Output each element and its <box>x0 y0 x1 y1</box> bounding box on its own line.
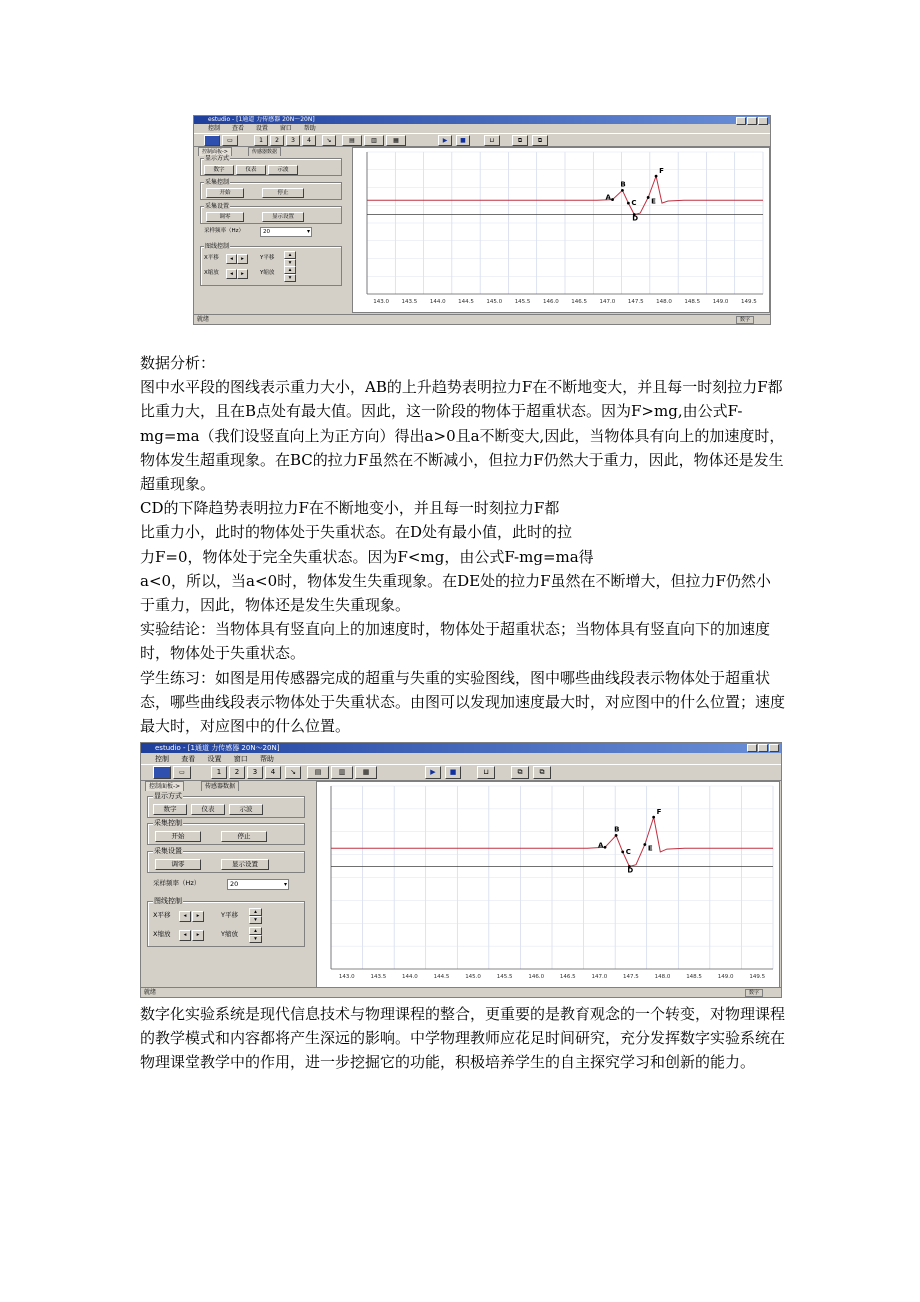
status-bar <box>194 314 770 324</box>
curve-point-e <box>643 843 646 846</box>
curve-point-b <box>621 189 624 192</box>
window-title: estudio - [1通道 力传感器 20N～20N] <box>208 116 315 123</box>
sensor-software-window-1 <box>193 115 771 325</box>
x-tick-label: 143.5 <box>401 299 418 305</box>
x-tick-label: 146.5 <box>559 974 576 980</box>
status-mode: 数字 <box>736 316 754 324</box>
monitor-icon[interactable]: ▭ <box>222 135 238 146</box>
close-button[interactable] <box>769 744 779 752</box>
y-shift-label: Y平移 <box>221 911 238 919</box>
x-tick-label: 148.0 <box>654 974 671 980</box>
window-title: estudio - [1通道 力传感器 20N～20N] <box>155 744 280 752</box>
y-shift-down-button[interactable]: ▾ <box>284 259 296 267</box>
y-shift-up-button[interactable]: ▴ <box>284 251 296 259</box>
x-zoom-label: X缩放 <box>153 930 171 938</box>
curve-point-label-f: F <box>659 167 664 176</box>
x-zoom-right-button[interactable]: ▸ <box>192 930 204 941</box>
sample-rate-label: 采样频率（Hz） <box>204 228 245 234</box>
channel-4-button[interactable]: 4 <box>265 766 281 779</box>
x-tick-label: 145.0 <box>465 974 481 980</box>
acquisition-control-label: 采集控制 <box>205 179 230 186</box>
summary-text <box>140 1002 785 1075</box>
x-tick-label: 147.0 <box>591 974 608 980</box>
tab-control-panel[interactable]: 控制面板-> <box>145 781 184 791</box>
oscilloscope-button[interactable]: 示波 <box>268 165 298 175</box>
x-shift-right-button[interactable]: ▸ <box>237 254 248 264</box>
menu-settings[interactable]: 设置 <box>255 125 268 132</box>
channel-1-button[interactable]: 1 <box>211 766 227 779</box>
x-tick-label: 144.0 <box>402 974 418 980</box>
x-zoom-left-button[interactable]: ◂ <box>179 930 191 941</box>
analysis-paragraph-weightless: a<0，所以，当a<0时，物体发生失重现象。在DE处的拉力F虽然在不断增大，但拉力F仍然小于重力，因此，物体还是发生失重现象。 <box>140 571 771 615</box>
acquisition-control-label: 采集控制 <box>154 819 182 827</box>
channel-3-button[interactable]: 3 <box>247 766 263 779</box>
analysis-line-d: 比重力小，此时的物体处于失重状态。在D处有最小值，此时的拉 <box>140 523 573 542</box>
save-icon[interactable] <box>153 766 171 779</box>
menu-bar <box>141 754 781 764</box>
stop-icon[interactable]: ■ <box>445 766 461 779</box>
analysis-heading: 数据分析： <box>140 354 216 372</box>
y-zoom-down-button[interactable]: ▾ <box>284 274 296 282</box>
maximize-button[interactable] <box>758 744 768 752</box>
channel-2-button[interactable]: 2 <box>270 135 284 146</box>
digital-button[interactable]: 数字 <box>204 165 234 175</box>
curve-point-label-d: D <box>627 866 634 875</box>
force-time-plot[interactable] <box>316 781 780 988</box>
analysis-paragraph-overweight: 图中水平段的图线表示重力大小，AB的上升趋势表明拉力F在不断地变大，并且每一时刻拉力F都比重力大，且在B点处有最大值。因此，这一阶段的物体于超重状态。因为F>mg,由公式F-mg=ma（我们设竖直向上为正方向）得出a>0且a不断变大,因此，当物体具有向上的加速度时，物体发生超重现象。在BC的拉力F虽然在不断减小，但拉力F仍然大于重力，因此，物体还是发生超重现象。 <box>140 378 785 494</box>
menu-view[interactable]: 查看 <box>181 755 196 763</box>
x-tick-label: 147.0 <box>599 299 616 305</box>
display-settings-button[interactable]: 显示设置 <box>221 859 269 870</box>
y-zoom-up-button[interactable]: ▴ <box>249 927 262 935</box>
summary-paragraph: 数字化实验系统是现代信息技术与物理课程的整合，更重要的是教育观念的一个转变，对物理课程的教学模式和内容都将产生深远的影响。中学物理教师应花足时间研究，充分发挥数字实验系统在物理课堂教学中的作用，进一步挖掘它的功能，积极培养学生的自主探究学习和创新的能力。 <box>140 1005 786 1072</box>
split-icon[interactable]: ▥ <box>331 766 353 779</box>
split-icon[interactable]: ▥ <box>364 135 384 146</box>
y-shift-down-button[interactable]: ▾ <box>249 916 262 924</box>
x-tick-label: 143.0 <box>373 299 390 305</box>
curve-control-group <box>200 246 342 286</box>
close-button[interactable] <box>758 117 768 125</box>
stop-icon[interactable]: ■ <box>456 135 470 146</box>
exercise-paragraph: 学生练习：如图是用传感器完成的超重与失重的实验图线，图中哪些曲线段表示物体处于超重状态，哪些曲线段表示物体处于失重状态。由图可以发现加速度最大时，对应图中的什么位置；速度最大时，对应图中的什么位置。 <box>140 668 786 736</box>
x-tick-label: 144.0 <box>429 299 446 305</box>
control-panel <box>143 781 311 987</box>
y-shift-up-button[interactable]: ▴ <box>249 908 262 916</box>
x-shift-left-button[interactable]: ◂ <box>226 254 237 264</box>
curve-point-label-f: F <box>656 808 662 817</box>
start-button[interactable]: 开始 <box>206 188 244 198</box>
minimize-button[interactable] <box>736 117 746 125</box>
chart-icon[interactable]: ↘ <box>285 766 301 779</box>
toolbar <box>194 133 770 147</box>
menu-help[interactable]: 帮助 <box>303 125 316 132</box>
x-tick-label: 145.5 <box>496 974 513 980</box>
status-mode: 数字 <box>745 989 763 997</box>
play-icon[interactable]: ▶ <box>425 766 441 779</box>
paste-icon[interactable]: ⧉ <box>532 135 548 146</box>
copy-icon[interactable]: ⧉ <box>512 135 528 146</box>
x-tick-label: 145.0 <box>486 299 503 305</box>
x-zoom-right-button[interactable]: ▸ <box>237 269 248 279</box>
x-shift-left-button[interactable]: ◂ <box>179 911 191 922</box>
toolbar <box>141 764 781 781</box>
x-tick-label: 149.5 <box>749 974 766 980</box>
x-tick-label: 148.0 <box>656 299 672 305</box>
x-zoom-label: X缩放 <box>204 270 219 276</box>
export-icon[interactable]: ⊔ <box>477 766 495 779</box>
x-tick-label: 146.5 <box>571 299 588 305</box>
save-icon[interactable] <box>204 135 220 146</box>
y-zoom-label: Y缩放 <box>260 270 275 276</box>
curve-point-f <box>655 175 658 178</box>
curve-point-label-b: B <box>614 825 620 834</box>
curve-control-group <box>147 901 305 947</box>
x-tick-label: 147.5 <box>627 299 644 305</box>
channel-3-button[interactable]: 3 <box>286 135 300 146</box>
menu-window[interactable]: 窗口 <box>279 125 292 132</box>
analysis-line-cd: CD的下降趋势表明拉力F在不断地变小，并且每一时刻拉力F都 <box>140 499 560 518</box>
channel-2-button[interactable]: 2 <box>229 766 245 779</box>
meter-button[interactable]: 仪表 <box>236 165 266 175</box>
menu-control[interactable]: 控制 <box>155 755 169 763</box>
stop-button[interactable]: 停止 <box>221 831 267 842</box>
window-title-bar <box>194 116 770 124</box>
curve-point-label-e: E <box>647 844 653 853</box>
channel-4-button[interactable]: 4 <box>302 135 316 146</box>
analysis-line-f0: 力F=0，物体处于完全失重状态。因为F<mg，由公式F-mg=ma得 <box>140 547 594 566</box>
x-tick-label: 144.5 <box>433 974 450 980</box>
curve-point-a <box>611 198 614 201</box>
x-tick-label: 148.5 <box>686 974 702 980</box>
x-tick-label: 145.5 <box>514 299 531 305</box>
layout-icon[interactable]: ▦ <box>386 135 406 146</box>
curve-control-label: 图线控制 <box>205 243 230 250</box>
menu-help[interactable]: 帮助 <box>259 755 274 763</box>
y-zoom-label: Y缩放 <box>221 930 238 938</box>
grid-icon[interactable]: ▤ <box>342 135 362 146</box>
y-zoom-up-button[interactable]: ▴ <box>284 266 296 274</box>
control-panel <box>196 147 346 314</box>
x-shift-right-button[interactable]: ▸ <box>192 911 204 922</box>
stop-button[interactable]: 停止 <box>262 188 304 198</box>
curve-point-c <box>621 850 624 853</box>
minimize-button[interactable] <box>747 744 757 752</box>
x-shift-label: X平移 <box>153 911 171 919</box>
x-shift-label: X平移 <box>204 255 219 261</box>
display-settings-button[interactable]: 显示设置 <box>262 212 304 222</box>
start-button[interactable]: 开始 <box>155 831 201 842</box>
status-text: 就绪 <box>197 316 210 323</box>
x-tick-label: 149.5 <box>740 299 757 305</box>
display-mode-label: 显示方式 <box>154 792 182 800</box>
status-text: 就绪 <box>144 989 157 996</box>
sample-rate-label: 采样频率（Hz） <box>153 879 201 887</box>
conclusion-paragraph: 实验结论：当物体具有竖直向上的加速度时，物体处于超重状态；当物体具有竖直向下的加速度时，物体处于失重状态。 <box>140 620 771 663</box>
tab-sensor-data[interactable]: 传感器数据 <box>248 147 281 156</box>
menu-window[interactable]: 窗口 <box>233 755 248 763</box>
x-tick-label: 146.0 <box>528 974 545 980</box>
x-tick-label: 143.5 <box>370 974 387 980</box>
menu-settings[interactable]: 设置 <box>207 755 222 763</box>
window-title-bar <box>141 743 781 753</box>
tab-control-panel[interactable]: 控制面板-> <box>198 147 232 156</box>
curve-control-label: 图线控制 <box>154 897 182 905</box>
x-tick-label: 149.0 <box>712 299 729 305</box>
tab-sensor-data[interactable]: 传感器数据 <box>201 781 239 791</box>
layout-icon[interactable]: ▦ <box>355 766 377 779</box>
x-tick-label: 144.5 <box>458 299 474 305</box>
play-icon[interactable]: ▶ <box>438 135 452 146</box>
curve-point-label-e: E <box>651 197 656 206</box>
x-tick-label: 147.5 <box>623 974 639 980</box>
export-icon[interactable]: ⊔ <box>484 135 500 146</box>
menu-bar <box>194 125 770 133</box>
force-time-plot[interactable] <box>352 147 770 313</box>
calibrate-button[interactable]: 调零 <box>155 859 201 870</box>
curve-point-label-a: A <box>605 193 611 202</box>
x-tick-label: 148.5 <box>684 299 701 305</box>
curve-point-f <box>652 816 655 819</box>
force-curve-chart <box>317 782 779 987</box>
oscilloscope-button[interactable]: 示波 <box>229 804 263 815</box>
monitor-icon[interactable]: ▭ <box>173 766 191 779</box>
copy-icon[interactable]: ⧉ <box>511 766 529 779</box>
channel-1-button[interactable]: 1 <box>254 135 268 146</box>
meter-button[interactable]: 仪表 <box>191 804 225 815</box>
display-mode-label: 显示方式 <box>205 155 230 162</box>
x-tick-label: 146.0 <box>542 299 559 305</box>
menu-view[interactable]: 查看 <box>231 125 244 132</box>
acquisition-settings-label: 采集设置 <box>205 203 230 210</box>
curve-point-a <box>604 846 607 849</box>
sample-rate-select[interactable]: 20 ▾ <box>227 879 289 890</box>
curve-point-b <box>615 834 618 837</box>
curve-point-label-c: C <box>631 199 637 208</box>
x-tick-label: 143.0 <box>338 974 355 980</box>
status-bar <box>141 987 781 997</box>
y-zoom-down-button[interactable]: ▾ <box>249 935 262 943</box>
curve-point-label-c: C <box>625 847 631 856</box>
sample-rate-select[interactable]: 20 ▾ <box>260 227 312 237</box>
digital-button[interactable]: 数字 <box>153 804 187 815</box>
curve-point-label-a: A <box>598 841 604 850</box>
chart-icon[interactable]: ↘ <box>322 135 336 146</box>
maximize-button[interactable] <box>747 117 757 125</box>
menu-control[interactable]: 控制 <box>208 125 221 132</box>
acquisition-settings-label: 采集设置 <box>154 847 182 855</box>
curve-point-label-b: B <box>620 180 626 189</box>
paste-icon[interactable]: ⧉ <box>533 766 551 779</box>
curve-point-c <box>627 202 630 205</box>
sensor-software-window-2 <box>140 742 782 998</box>
curve-point-label-d: D <box>632 214 639 223</box>
y-shift-label: Y平移 <box>260 255 275 261</box>
force-curve-chart <box>353 148 769 312</box>
calibrate-button[interactable]: 调零 <box>206 212 244 222</box>
x-zoom-left-button[interactable]: ◂ <box>226 269 237 279</box>
x-tick-label: 149.0 <box>717 974 734 980</box>
analysis-text <box>140 351 785 738</box>
grid-icon[interactable]: ▤ <box>307 766 329 779</box>
curve-point-e <box>647 196 650 199</box>
